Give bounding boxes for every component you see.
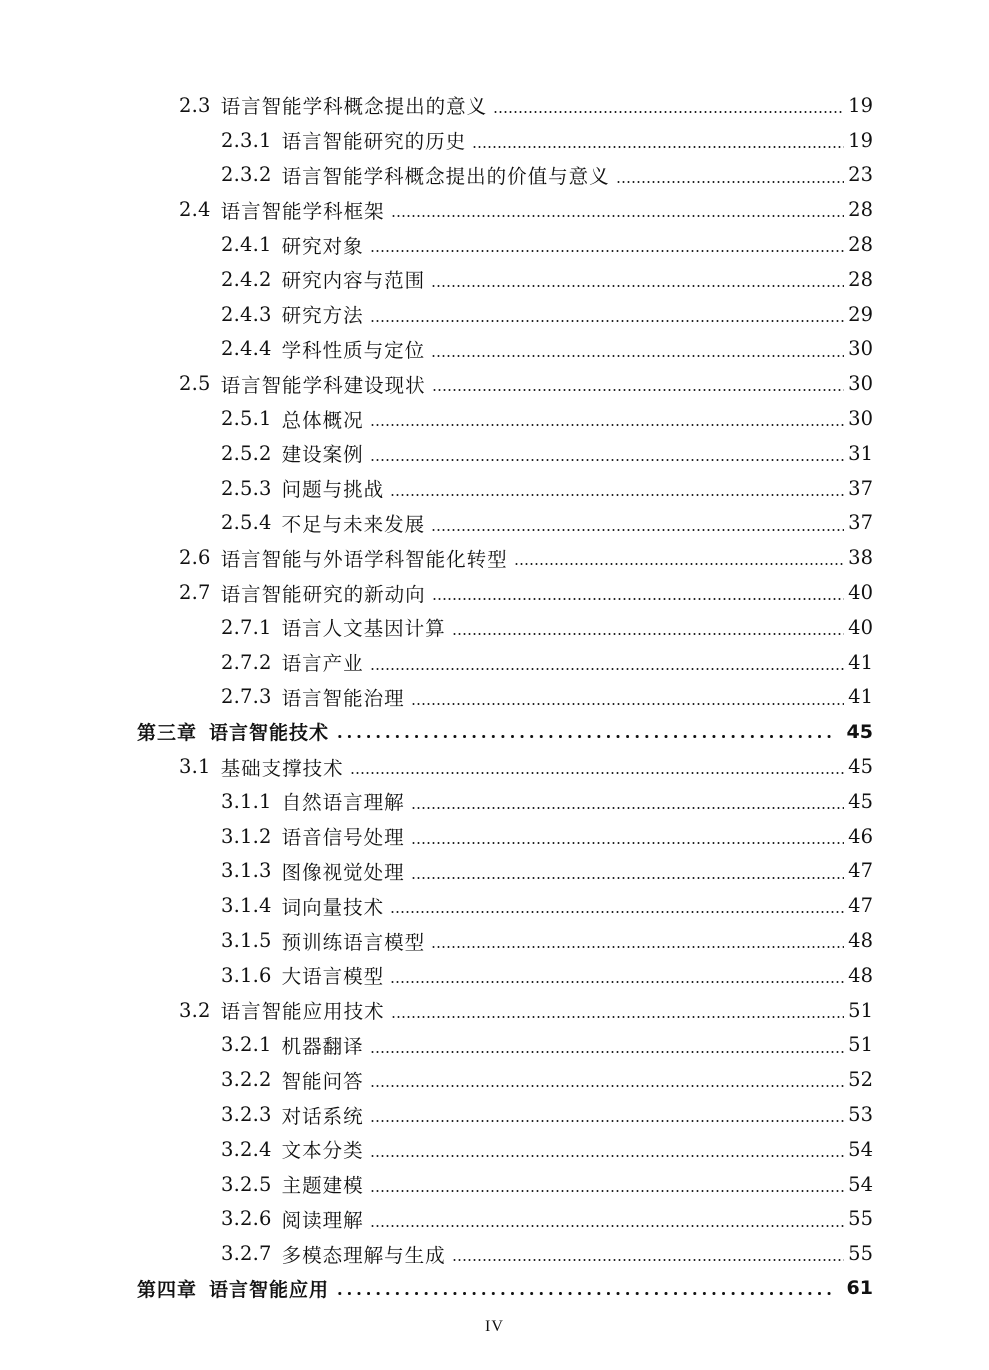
toc-entry-title: 自然语言理解 [281,791,405,815]
toc-entry-number: 3.2.2 [221,1068,272,1092]
dot-leader [431,506,844,541]
toc-entry-page: 55 [848,1242,873,1266]
dot-leader [391,192,845,227]
dot-leader [390,958,844,993]
toc-entry-page: 41 [848,650,873,674]
toc-entry-number: 3.2.1 [221,1033,272,1057]
toc-entry-page: 45 [848,755,873,779]
toc-entry-number: 3.1.4 [221,894,272,918]
toc-subsection-entry[interactable] [0,471,989,506]
dot-leader [432,575,845,610]
toc-subsection-entry[interactable] [0,958,989,993]
toc-entry-number: 2.5 [179,372,211,396]
dot-leader [391,993,845,1028]
toc-entry-page: 28 [848,198,873,222]
dot-leader [335,714,835,749]
toc-entry-number: 2.5.1 [221,407,272,431]
toc-entry-number: 3.2 [179,998,211,1022]
toc-entry-title: 预训练语言模型 [281,930,426,954]
dot-leader [390,471,844,506]
dot-leader [411,784,845,819]
dot-leader [370,1028,845,1063]
toc-entry-number: 2.7 [179,581,211,605]
toc-subsection-entry[interactable] [0,923,989,958]
dot-leader [335,1271,835,1306]
toc-subsection-entry[interactable] [0,888,989,923]
dot-leader [411,854,845,889]
toc-entry-page: 31 [848,441,873,465]
toc-section-entry[interactable] [0,88,989,123]
toc-entry-title: 不足与未来发展 [281,512,426,536]
toc-entry-page: 29 [848,302,873,326]
toc-entry-page: 52 [848,1068,873,1092]
toc-entry-page: 46 [848,824,873,848]
toc-subsection-entry[interactable] [0,227,989,262]
dot-leader [370,1167,845,1202]
toc-entry-title: 智能问答 [281,1069,364,1093]
toc-subsection-entry[interactable] [0,1202,989,1237]
toc-subsection-entry[interactable] [0,297,989,332]
toc-entry-title: 对话系统 [281,1104,364,1128]
toc-subsection-entry[interactable] [0,436,989,471]
toc-entry-number: 2.4.3 [221,302,272,326]
toc-entry-number: 3.1.1 [221,789,272,813]
toc-entry-number: 3.2.3 [221,1103,272,1126]
toc-entry-title: 语言智能学科框架 [220,199,385,223]
toc-subsection-entry[interactable] [0,1062,989,1097]
toc-entry-number: 3.2.7 [221,1242,272,1266]
toc-entry-number: 2.6 [179,546,211,570]
toc-entry-number: 2.4.2 [221,267,272,291]
toc-entry-title: 语言智能应用 [209,1278,330,1301]
toc-entry-page: 37 [848,511,873,535]
toc-entry-title: 大语言模型 [281,965,385,989]
toc-entry-number: 2.7.3 [221,685,272,709]
toc-entry-number: 2.7.2 [221,650,272,674]
toc-entry-title: 学科性质与定位 [281,338,426,362]
page-number: IV [485,1318,504,1335]
toc-entry-page: 30 [848,372,873,396]
toc-entry-title: 问题与挑战 [281,478,385,502]
toc-entry-title: 研究对象 [281,234,364,258]
toc-entry-title: 语言人文基因计算 [281,617,446,641]
toc-entry-title: 机器翻译 [281,1034,364,1058]
dot-leader [493,88,844,123]
toc-entry-page: 51 [848,998,873,1022]
toc-subsection-entry[interactable] [0,506,989,541]
toc-entry-page: 23 [848,163,873,187]
toc-entry-title: 语言产业 [281,652,364,676]
toc-entry-page: 38 [848,546,873,570]
dot-leader [411,680,845,715]
toc-entry-page: 40 [848,615,873,639]
toc-entry-title: 语言智能学科概念提出的价值与意义 [281,164,610,188]
toc-entry-title: 语言智能应用技术 [220,1000,385,1024]
toc-entry-title: 图像视觉处理 [281,860,405,884]
toc-entry-number: 2.4.4 [221,337,272,361]
toc-entry-page: 47 [848,859,873,883]
toc-entry-page: 51 [848,1033,873,1057]
toc-entry-number: 3.2.5 [221,1172,272,1196]
dot-leader [452,1236,845,1271]
toc-entry-page: 48 [848,929,873,953]
dot-leader [431,262,844,297]
toc-subsection-entry[interactable] [0,1236,989,1271]
dot-leader [370,1062,845,1097]
toc-subsection-entry[interactable] [0,1132,989,1167]
toc-section-entry[interactable] [0,575,989,610]
dot-leader [431,332,844,367]
toc-section-entry[interactable] [0,366,989,401]
toc-chapter-entry[interactable] [0,1271,989,1306]
toc-entry-page: 30 [848,337,873,361]
toc-entry-number: 3.1.5 [221,929,272,953]
toc-subsection-entry[interactable] [0,645,989,680]
toc-subsection-entry[interactable] [0,401,989,436]
dot-leader [432,366,845,401]
dot-leader [370,645,845,680]
dot-leader [390,888,844,923]
toc-subsection-entry[interactable] [0,123,989,158]
dot-leader [350,749,845,784]
toc-subsection-entry[interactable] [0,680,989,715]
toc-entry-number: 3.2.6 [221,1207,272,1231]
toc-entry-page: 28 [848,233,873,257]
toc-subsection-entry[interactable] [0,854,989,889]
dot-leader [370,227,845,262]
toc-entry-title: 主题建模 [281,1174,364,1198]
toc-entry-page: 40 [848,581,873,605]
toc-subsection-entry[interactable] [0,610,989,645]
toc-subsection-entry[interactable] [0,262,989,297]
toc-subsection-entry[interactable] [0,1097,989,1132]
toc-entry-page: 45 [848,789,873,813]
toc-entry-title: 语言智能治理 [281,686,405,710]
toc-entry-number: 2.4.1 [221,233,272,257]
dot-leader [616,158,845,193]
toc-entry-number: 2.5.4 [221,511,272,535]
toc-subsection-entry[interactable] [0,1167,989,1202]
toc-entry-page: 55 [848,1207,873,1231]
toc-subsection-entry[interactable] [0,158,989,193]
toc-entry-page: 61 [846,1277,873,1300]
toc-chapter-entry[interactable] [0,714,989,749]
toc-entry-title: 阅读理解 [281,1208,364,1232]
toc-entry-page: 30 [848,407,873,431]
toc-entry-title: 语言智能学科概念提出的意义 [220,95,488,119]
toc-entry-title: 语言智能研究的新动向 [220,582,426,606]
dot-leader [472,123,844,158]
toc-entry-number: 第四章 [137,1278,198,1301]
toc-subsection-entry[interactable] [0,819,989,854]
toc-entry-page: 37 [848,476,873,500]
toc-entry-number: 第三章 [137,722,198,745]
toc-entry-page: 41 [848,685,873,709]
toc-entry-title: 语音信号处理 [281,826,405,850]
toc-section-entry[interactable] [0,192,989,227]
toc-entry-number: 2.5.3 [221,476,272,500]
toc-entry-title: 语言智能学科建设现状 [220,373,426,397]
toc-entry-title: 研究方法 [281,304,364,328]
toc-subsection-entry[interactable] [0,1028,989,1063]
toc-entry-number: 2.7.1 [221,615,272,639]
toc-entry-number: 3.1.6 [221,963,272,987]
toc-entry-title: 词向量技术 [281,895,385,919]
toc-entry-number: 2.4 [179,198,211,222]
toc-section-entry[interactable] [0,540,989,575]
toc-entry-title: 建设案例 [281,443,364,467]
dot-leader [370,401,845,436]
toc-section-entry[interactable] [0,993,989,1028]
toc-entry-page: 19 [848,128,873,152]
toc-entry-title: 语言智能技术 [209,722,330,745]
toc-entry-title: 多模态理解与生成 [281,1243,446,1267]
toc-entry-number: 3.1.2 [221,824,272,848]
toc-entry-page: 48 [848,963,873,987]
toc-entry-page: 53 [848,1103,873,1126]
toc-subsection-entry[interactable] [0,332,989,367]
toc-entry-title: 语言智能与外语学科智能化转型 [220,547,508,571]
dot-leader [370,436,845,471]
dot-leader [370,297,845,332]
toc-entry-number: 2.3.2 [221,163,272,187]
toc-entry-title: 总体概况 [281,408,364,432]
toc-entry-page: 19 [848,93,873,117]
dot-leader [431,923,844,958]
toc-entry-number: 3.2.4 [221,1137,272,1161]
toc-entry-page: 54 [848,1172,873,1196]
toc-entry-number: 2.3 [179,93,211,117]
toc-entry-number: 3.1 [179,755,211,779]
toc-entry-number: 2.5.2 [221,441,272,465]
dot-leader [411,819,845,854]
toc-subsection-entry[interactable] [0,784,989,819]
dot-leader [514,540,845,575]
toc-entry-page: 45 [846,720,873,743]
toc-entry-page: 28 [848,267,873,291]
toc-entry-number: 2.3.1 [221,128,272,152]
toc-entry-page: 47 [848,894,873,918]
toc-entry-number: 3.1.3 [221,859,272,883]
table-of-contents [0,88,989,1306]
dot-leader [452,610,845,645]
dot-leader [370,1132,845,1167]
dot-leader [370,1202,845,1237]
toc-entry-title: 语言智能研究的历史 [281,130,467,154]
toc-section-entry[interactable] [0,749,989,784]
toc-entry-page: 54 [848,1137,873,1161]
toc-entry-title: 研究内容与范围 [281,269,426,293]
toc-entry-title: 文本分类 [281,1139,364,1163]
dot-leader [370,1097,845,1132]
toc-entry-title: 基础支撑技术 [220,756,344,780]
